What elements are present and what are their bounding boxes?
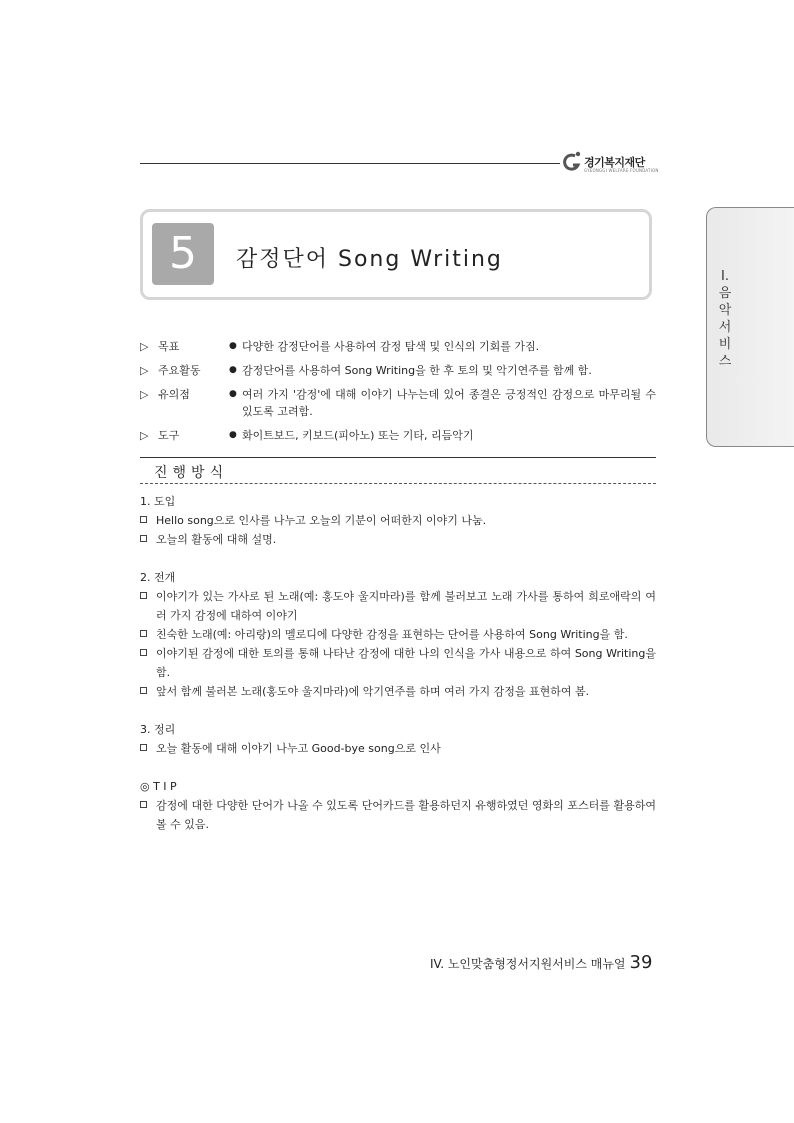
checkbox-bullet-icon [140, 592, 147, 599]
process-content [140, 492, 656, 834]
chapter-side-tab-label: Ⅰ.음악서비스 [718, 269, 732, 369]
dot-bullet-icon: ● [229, 365, 237, 375]
triangle-bullet-icon: ▷ [140, 364, 149, 377]
overview-label: 주요활동 [158, 364, 201, 377]
section-tip [140, 777, 656, 834]
triangle-bullet-icon: ▷ [140, 388, 149, 401]
section-heading: 1. 도입 [140, 495, 176, 508]
section-development [140, 568, 656, 701]
section-heading: 2. 전개 [140, 571, 176, 584]
footer-chapter-title: IV. 노인맞춤형정서지원서비스 매뉴얼 [430, 957, 626, 971]
foundation-logo [562, 150, 662, 178]
page-footer [430, 952, 656, 973]
list-item [140, 511, 656, 530]
dot-bullet-icon: ● [229, 389, 237, 399]
logo-org-subtitle: GYEONGGI WELFARE FOUNDATION [584, 168, 659, 173]
checkbox-bullet-icon [140, 649, 147, 656]
process-bottom-rule [140, 483, 656, 484]
overview-row-main-activity [140, 362, 656, 379]
triangle-bullet-icon: ▷ [140, 429, 149, 442]
checkbox-bullet-icon [140, 801, 147, 808]
session-overview [140, 338, 656, 451]
process-title: 진행방식 [154, 465, 229, 481]
list-item [140, 625, 656, 644]
list-item [140, 796, 656, 834]
process-header [140, 457, 656, 484]
list-item-text: 오늘 활동에 대해 이야기 나누고 Good-bye song으로 인사 [156, 742, 441, 755]
process-top-rule [140, 457, 656, 458]
section-heading: 3. 정리 [140, 723, 176, 736]
chapter-side-tab [706, 207, 794, 447]
dot-bullet-icon: ● [229, 341, 237, 351]
session-title: 감정단어 Song Writing [236, 247, 503, 272]
overview-text: 다양한 감정단어를 사용하여 감정 탐색 및 인식의 기회를 가짐. [242, 340, 540, 353]
overview-row-notes [140, 386, 656, 420]
list-item [140, 644, 656, 682]
list-item-text: Hello song으로 인사를 나누고 오늘의 기분이 어떠한지 이야기 나눔. [156, 514, 487, 527]
overview-label: 유의점 [158, 388, 190, 401]
overview-text: 화이트보드, 키보드(피아노) 또는 기타, 리듬악기 [242, 429, 474, 442]
overview-label: 목표 [158, 340, 180, 353]
list-item-text: 친숙한 노래(예: 아리랑)의 멜로디에 다양한 감정을 표현하는 단어를 사용하여 Song Writing을 함. [156, 628, 628, 641]
triangle-bullet-icon: ▷ [140, 340, 149, 353]
tip-heading: ◎ T I P [140, 780, 177, 793]
overview-label: 도구 [158, 429, 180, 442]
checkbox-bullet-icon [140, 744, 147, 751]
list-item [140, 739, 656, 758]
list-item-text: 감정에 대한 다양한 단어가 나올 수 있도록 단어카드를 활용하던지 유행하였던 영화의 포스터를 활용하여 볼 수 있음. [156, 799, 656, 831]
list-item-text: 이야기된 감정에 대한 토의를 통해 나타난 감정에 대한 나의 인식을 가사 내용으로 하여 Song Writing을 함. [156, 647, 656, 679]
session-title-box [140, 209, 652, 300]
overview-text: 감정단어를 사용하여 Song Writing을 한 후 토의 및 악기연주를 함께 함. [242, 364, 592, 377]
overview-row-tools [140, 427, 656, 444]
section-wrap-up [140, 720, 656, 758]
list-item [140, 587, 656, 625]
list-item [140, 530, 656, 549]
list-item-text: 이야기가 있는 가사로 된 노래(예: 홍도야 울지마라)를 함께 불러보고 노래 가사를 통하여 희로애락의 여러 가지 감정에 대하여 이야기 [156, 590, 656, 622]
header-rule [140, 163, 560, 164]
logo-org-name: 경기복지재단 [584, 156, 645, 169]
list-item-text: 오늘의 활동에 대해 설명. [156, 533, 277, 546]
logo-mark-icon [562, 150, 582, 174]
page-number: 39 [629, 952, 653, 973]
dot-bullet-icon: ● [229, 430, 237, 440]
checkbox-bullet-icon [140, 535, 147, 542]
checkbox-bullet-icon [140, 630, 147, 637]
section-intro [140, 492, 656, 549]
overview-row-goal [140, 338, 656, 355]
list-item [140, 682, 656, 701]
checkbox-bullet-icon [140, 516, 147, 523]
list-item-text: 앞서 함께 불러본 노래(홍도야 울지마라)에 악기연주를 하며 여러 가지 감정을 표현하여 봄. [156, 685, 590, 698]
checkbox-bullet-icon [140, 687, 147, 694]
session-number-badge: 5 [152, 223, 214, 285]
overview-text: 여러 가지 '감정'에 대해 이야기 나누는데 있어 종결은 긍정적인 감정으로 마무리될 수 있도록 고려함. [242, 388, 656, 418]
